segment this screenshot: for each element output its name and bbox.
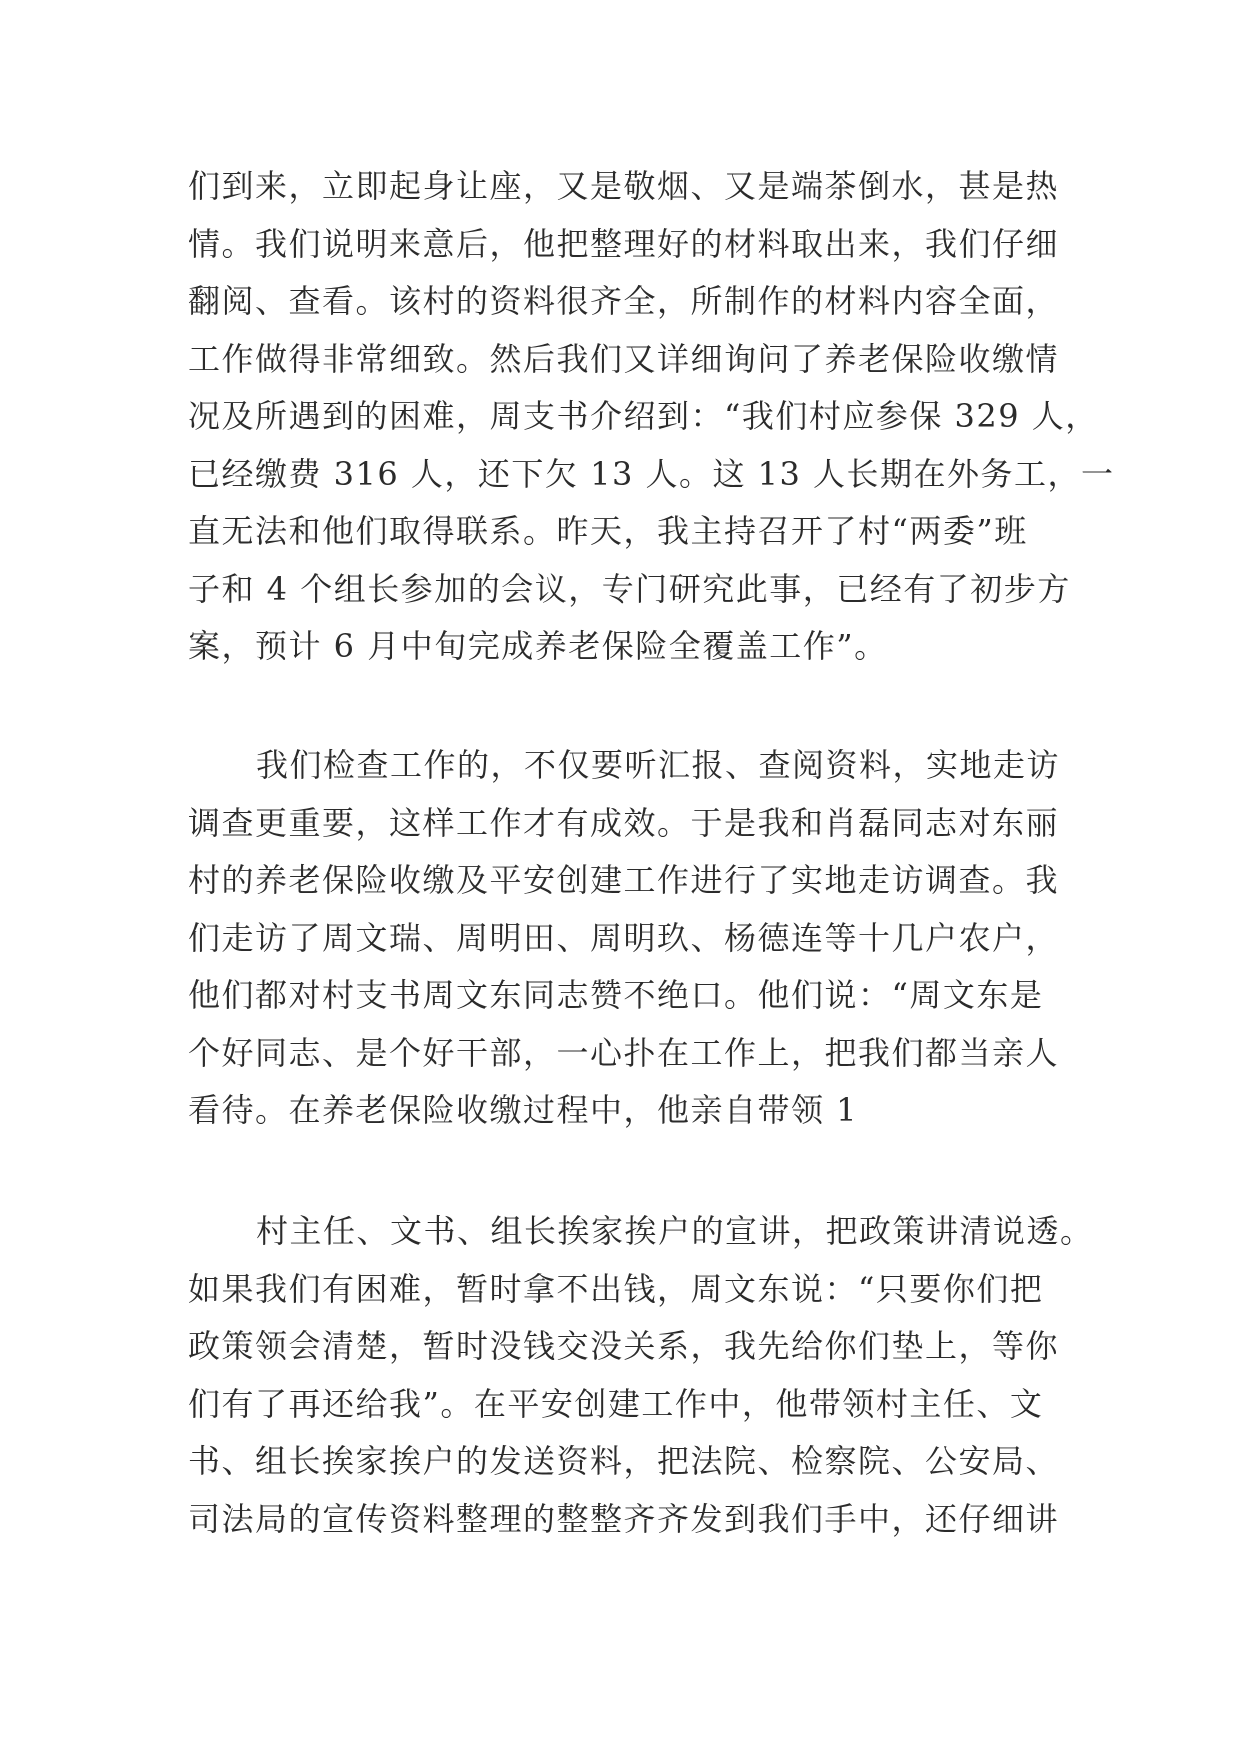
- paragraph: [188, 1203, 1094, 1548]
- text-line: 如果我们有困难，暂时拿不出钱，周文东说：“只要你们把: [188, 1269, 1044, 1308]
- text-line: 司法局的宣传资料整理的整整齐齐发到我们手中，还仔细讲: [188, 1499, 1060, 1538]
- text-line: 他们都对村支书周文东同志赞不绝口。他们说：“周文东是: [188, 976, 1044, 1014]
- paragraph: [188, 737, 1068, 1140]
- text-line: 子和 4 个组长参加的会议，专门研究此事，已经有了初步方: [188, 569, 1071, 608]
- text-line: 直无法和他们取得联系。昨天，我主持召开了村“两委”班: [188, 512, 1028, 550]
- text-line: 案，预计 6 月中旬完成养老保险全覆盖工作”。: [188, 627, 888, 665]
- text-line: 我们检查工作的，不仅要听汇报、查阅资料，实地走访: [256, 746, 1061, 784]
- text-line: 已经缴费 316 人，还下欠 13 人。这 13 人长期在外务工，一: [188, 454, 1115, 493]
- text-line: 看待。在养老保险收缴过程中，他亲自带领 1: [188, 1091, 859, 1129]
- text-line: 们到来，立即起身让座，又是敬烟、又是端茶倒水，甚是热: [188, 167, 1060, 205]
- text-line: 调查更重要，这样工作才有成效。于是我和肖磊同志对东丽: [188, 803, 1060, 842]
- paragraph: [188, 158, 1115, 676]
- text-line: 书、组长挨家挨户的发送资料，把法院、检察院、公安局、: [188, 1442, 1060, 1480]
- text-line: 村主任、文书、组长挨家挨户的宣讲，把政策讲清说透。: [256, 1212, 1094, 1250]
- text-line: 情。我们说明来意后，他把整理好的材料取出来，我们仔细: [188, 224, 1060, 263]
- text-line: 翻阅、查看。该村的资料很齐全，所制作的材料内容全面，: [188, 282, 1060, 320]
- text-line: 工作做得非常细致。然后我们又详细询问了养老保险收缴情: [188, 339, 1060, 378]
- text-line: 个好同志、是个好干部，一心扑在工作上，把我们都当亲人: [188, 1033, 1060, 1072]
- text-line: 村的养老保险收缴及平安创建工作进行了实地走访调查。我: [188, 861, 1060, 899]
- text-line: 况及所遇到的困难，周支书介绍到：“我们村应参保 329 人，: [188, 397, 1099, 435]
- text-line: 政策领会清楚，暂时没钱交没关系，我先给你们垫上，等你: [188, 1327, 1060, 1365]
- text-line: 们走访了周文瑞、周明田、周明玖、杨德连等十几户农户，: [188, 918, 1060, 957]
- text-line: 们有了再还给我”。在平安创建工作中，他带领村主任、文: [188, 1384, 1044, 1423]
